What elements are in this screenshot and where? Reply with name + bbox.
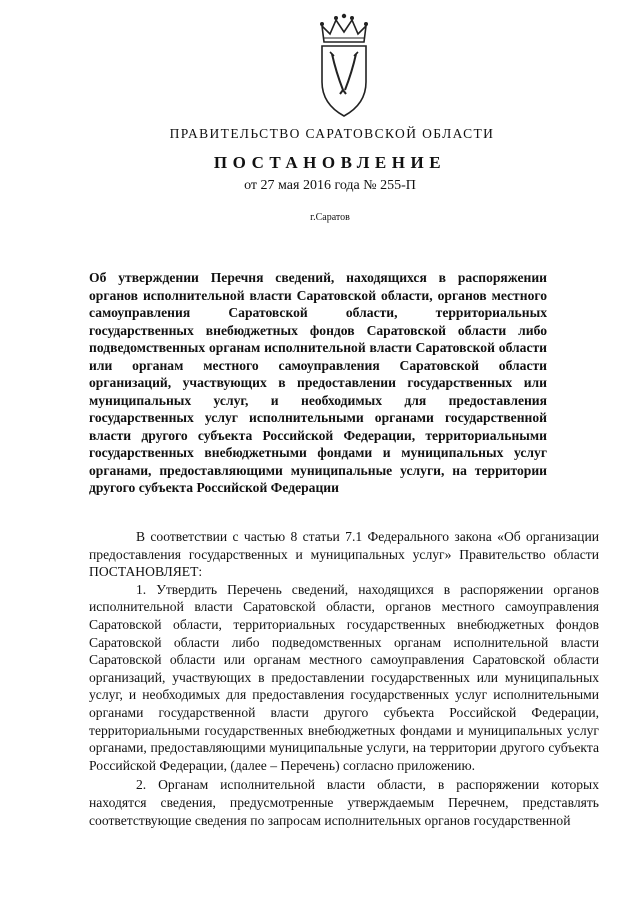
government-name: ПРАВИТЕЛЬСТВО САРАТОВСКОЙ ОБЛАСТИ <box>169 126 495 141</box>
document-type: ПОСТАНОВЛЕНИЕ <box>213 153 447 172</box>
document-title: Об утверждении Перечня сведений, находящихся в распоряжении органов исполнительной власти Саратовской области, органов местного самоуправления Саратовской области, территориальных государственных внебюджетных фондов Саратовской области либо подведомственных органам исполнительной власти Саратовской области или органам местного самоуправления Саратовской области организаций, участвующих в предоставлении государственных или муниципальных услуг, и необходимых для предоставления государственных услуг исполнительными органами государственной власти другого субъекта Российской Федерации, территориальными государственных внебюджетными фондами и муниципальных услуг органами, предоставляющими муниципальные услуги, на территории другого субъекта Российской Федерации <box>89 270 547 495</box>
item-1-paragraph: 1. Утвердить Перечень сведений, находящихся в распоряжении органов исполнительной власти Саратовской области, органов местного самоуправления Саратовской области, территориальных государственных внебюджетных фондов Саратовской области либо подведомственных органам исполнительной власти Саратовской области или органам местного самоуправления Саратовской области организаций, участвующих в предоставлении государственных или муниципальных услуг, и необходимых для предоставления государственных услуг исполнительными органами государственной власти другого субъекта Российской Федерации, территориальными государственных внебюджетных фондами и муниципальных услуг органами, предоставляющими муниципальные услуги, на территории другого субъекта Российской Федерации, (далее – Перечень) согласно приложению. <box>89 581 599 773</box>
saratov-coat-of-arms-icon <box>316 12 372 122</box>
preamble-paragraph: В соответствии с частью 8 статьи 7.1 Федерального закона «Об организации предоставления государственных и муниципальных услуг» Правительство области ПОСТАНОВЛЯЕТ: <box>89 529 599 580</box>
document-body <box>89 528 599 829</box>
item-2-paragraph: 2. Органам исполнительной власти области, в распоряжении которых находятся сведения, предусмотренные утверждаемым Перечнем, представлять соответствующие сведения по запросам исполнительных органов государственной <box>89 777 599 828</box>
document-city: г.Саратов <box>310 212 350 223</box>
document-date-number: от 27 мая 2016 года № 255-П <box>244 178 416 193</box>
